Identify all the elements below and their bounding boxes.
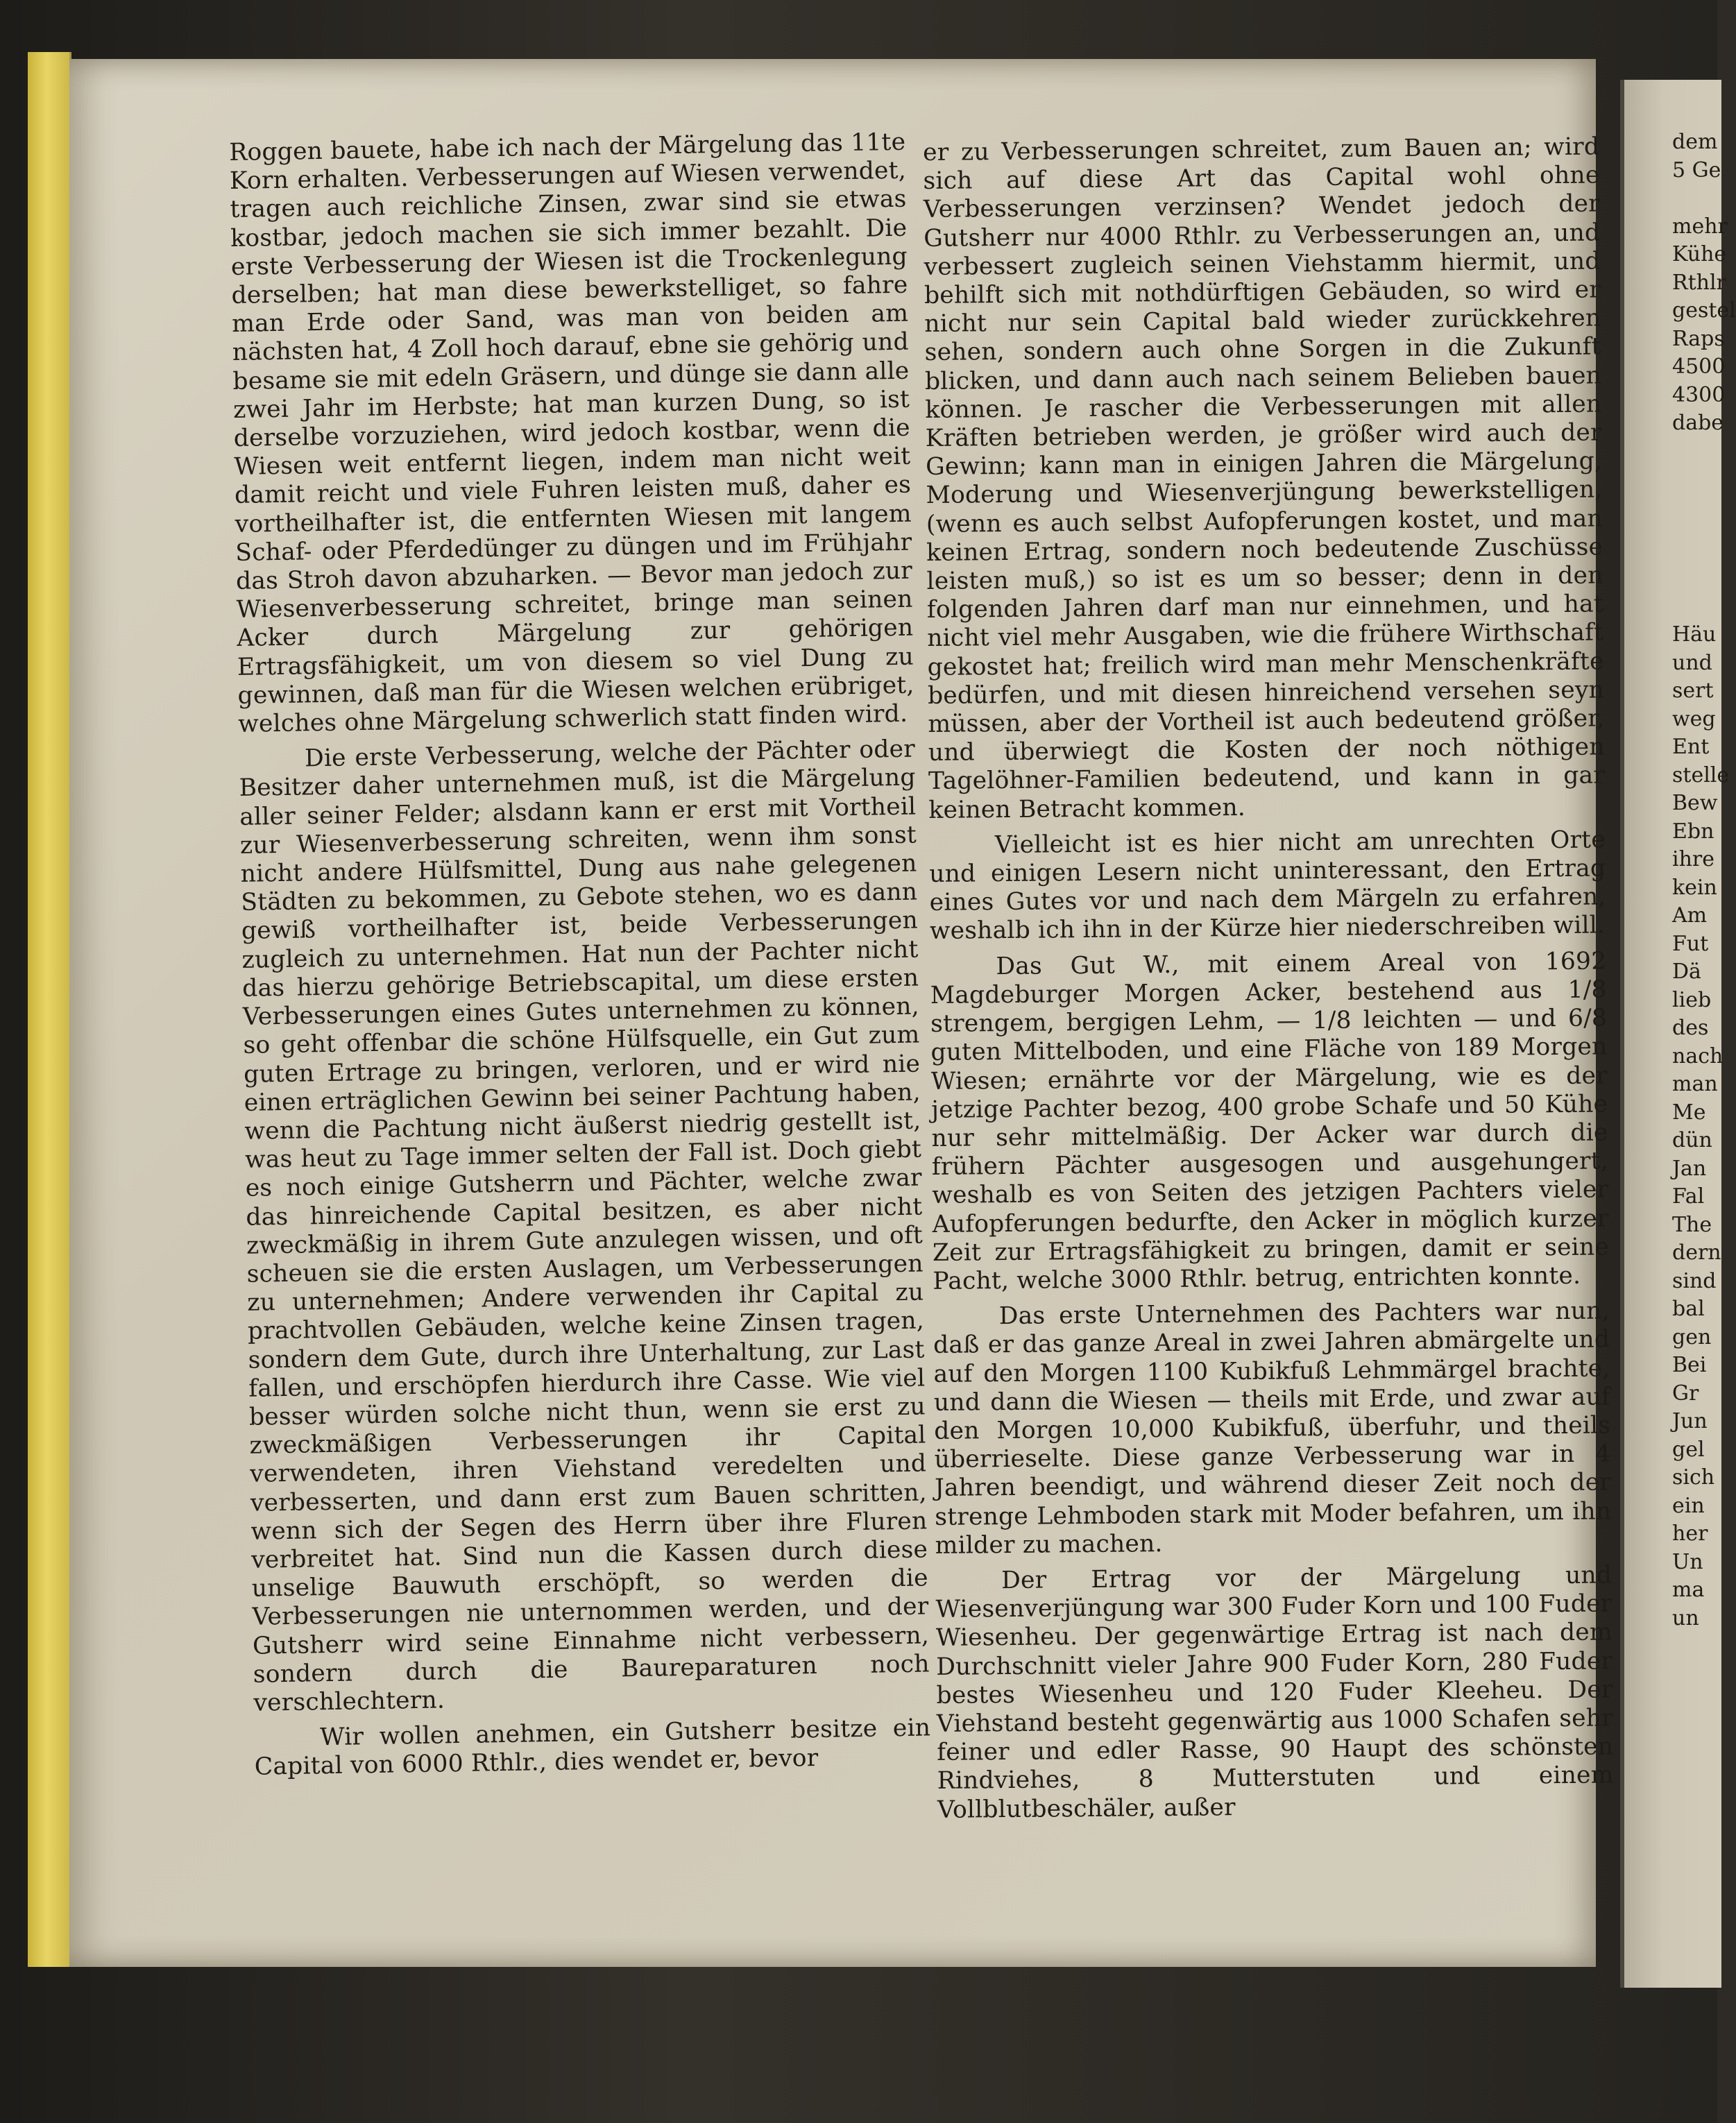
facing-page-fragments-bottom [1672,621,1730,1632]
right-paragraph-5: Der Ertrag vor der Märgelung und Wiesenverjüngung war 300 Fuder Korn und 100 Fuder Wiesenheu. Der gegenwärtige Ertrag ist nach dem Durchschnitt vieler Jahre 900 Fuder Korn, 280 Fuder bestes Wiesenheu und 120 Fuder Kleeheu. Der Viehstand besteht gegenwärtig aus 1000 Schafen sehr feiner und edler Rasse, 90 Haupt des schönsten Rindviehes, 8 Mutterstuten und einem Vollblutbeschäler, außer [935,1561,1614,1824]
fragment-line: und [1672,650,1712,675]
fragment-line: Jan [1672,1156,1707,1181]
fragment-line: gestel [1672,298,1736,323]
fragment-line: gel [1672,1437,1705,1462]
fragment-line: Bew [1672,791,1718,815]
fragment-line: kein [1672,875,1717,900]
facing-page-fragments-top [1672,128,1736,438]
fragment-line: weg [1672,706,1716,731]
left-text-column [229,128,931,1782]
fragment-line [1672,185,1721,213]
fragment-line: Raps [1672,326,1725,351]
gilded-page-edge [28,52,71,1967]
fragment-line: Un [1672,1549,1703,1574]
fragment-line: Fal [1672,1184,1705,1209]
fragment-line: dün [1672,1128,1712,1152]
fragment-line: ein [1672,1493,1705,1518]
fragment-line: man [1672,1072,1718,1096]
fragment-line: 4300 [1672,382,1726,407]
fragment-line: Dä [1672,960,1701,984]
fragment-line: un [1672,1605,1699,1630]
fragment-line: 5 Ge [1672,157,1721,182]
fragment-line: sert [1672,679,1714,703]
fragment-line: bal [1672,1297,1705,1321]
fragment-line: stelle [1672,762,1730,787]
fragment-line: dern [1672,1240,1721,1265]
right-paragraph-3: Das Gut W., mit einem Areal von 1692 Magdeburger Morgen Acker, bestehend aus 1/8 strengem, bergigen Lehm, — 1/8 leichten — und 6/8 guten Mittelboden, und eine Fläche von 189 Morgen Wiesen; ernährte vor der Märgelung, wie es der jetzige Pachter bezog, 400 grobe Schafe und 50 Kühe nur sehr mittelmäßig. Der Acker war durch die frühern Pächter ausgesogen und ausgehungert, weshalb es von Seiten des jetzigen Pachters vieler Aufopferungen bedurfte, den Acker in möglich kurzer Zeit zur Ertragsfähigkeit zu bringen, damit er seine Pacht, welche 3000 Rthlr. betrug, entrichten konnte. [930,947,1610,1295]
fragment-line: des [1672,1016,1709,1040]
fragment-line: sich [1672,1465,1715,1490]
fragment-line: Am [1672,903,1708,928]
fragment-line: Ebn [1672,819,1714,844]
fragment-line: The [1672,1212,1712,1237]
right-text-column [923,133,1614,1824]
right-paragraph-4: Das erste Unternehmen des Pachters war nun, daß er das ganze Areal in zwei Jahren abmärgelte und auf den Morgen 1100 Kubikfuß Lehmmärgel brachte, und dann die Wiesen — theils mit Erde, und zwar auf den Morgen 10,000 Kubikfuß, überfuhr, und theils überrieselte. Diese ganze Verbesserung war in 4 Jahren beendigt, und während dieser Zeit noch der strenge Lehmboden stark mit Moder befahren, um ihn milder zu machen. [933,1297,1612,1560]
fragment-line: Ent [1672,735,1710,759]
fragment-line: gen [1672,1324,1712,1349]
fragment-line: her [1672,1521,1708,1546]
fragment-line: ma [1672,1578,1705,1602]
fragment-line: Bei [1672,1353,1707,1377]
fragment-line: Kühe [1672,242,1727,266]
right-paragraph-1: er zu Verbesserungen schreitet, zum Bauen an; wird sich auf diese Art das Capital wohl ohne Verbesserungen verzinsen? Wendet jedoch der Gutsherr nur 4000 Rthlr. zu Verbesserungen an, und verbessert zugleich seinen Viehstamm hiermit, und behilft sich mit nothdürftigen Gebäuden, so wird er nicht nur sein Capital bald wieder zurückkehren sehen, sondern auch ohne Sorgen in die Zukunft blicken, und dann auch nach seinem Belieben bauen können. Je rascher die Verbesserungen mit allen Kräften betrieben werden, je größer wird auch der Gewinn; kann man in einigen Jahren die Märgelung, Moderung und Wiesenverjüngung bewerkstelligen, (wenn es auch selbst Aufopferungen kostet, und man keinen Ertrag, sondern noch bedeutende Zuschüsse leisten muß,) so ist es um so besser; denn in den folgenden Jahren darf man nur einnehmen, und hat nicht viel mehr Ausgaben, wie die frühere Wirthschaft gekostet hat; freilich wird man mehr Menschenkräfte bedürfen, und mit diesen hinreichend versehen seyn müssen, aber der Vortheil ist auch bedeutend größer, und überwiegt die Kosten der noch nöthigen Tagelöhner-Familien bedeutend, und kann in gar keinen Betracht kommen. [923,133,1606,824]
fragment-line: Häu [1672,622,1717,647]
fragment-line: lieb [1672,987,1712,1012]
fragment-line: nach [1672,1043,1724,1068]
left-paragraph-1: Roggen bauete, habe ich nach der Märgelung das 11te Korn erhalten. Verbesserungen auf Wiesen verwendet, tragen auch reichliche Zinsen, zwar sind sie etwas kostbar, jedoch machen sie sich immer bezahlt. Die erste Verbesserung der Wiesen ist die Trockenlegung derselben; hat man diese bewerkstelliget, so fahre man Erde oder Sand, was man von beiden am nächsten hat, 4 Zoll hoch darauf, ebne sie gehörig und besame sie mit edeln Gräsern, und dünge sie dann alle zwei Jahr im Herbste; hat man kurzen Dung, so ist derselbe vorzuziehen, wird jedoch kostbar, wenn die Wiesen weit entfernt liegen, indem man nicht weit damit reicht und viele Fuhren leisten muß, daher es vortheilhafter ist, die entfernten Wiesen mit langem Schaf- oder Pferdedünger zu düngen und im Frühjahr das Stroh davon abzuharken. — Bevor man jedoch zur Wiesenverbesserung schreitet, bringe man seinen Acker durch Märgelung zur gehörigen Ertragsfähigkeit, um von diesem so viel Dung zu gewinnen, daß man für die Wiesen welchen erübriget, welches ohne Märgelung schwerlich statt finden wird. [229,128,914,738]
fragment-line: mehr [1672,214,1728,239]
fragment-line: Rthlr [1672,270,1726,295]
fragment-line: Me [1672,1100,1706,1125]
fragment-line: sind [1672,1268,1717,1293]
fragment-line: dabe [1672,411,1724,435]
fragment-line: ihre [1672,847,1715,871]
fragment-line: Fut [1672,931,1709,956]
left-paragraph-3: Wir wollen anehmen, ein Gutsherr besitze ein Capital von 6000 Rthlr., dies wendet er, bevor [254,1714,931,1782]
right-paragraph-2: Vielleicht ist es hier nicht am unrechten Orte und einigen Lesern nicht uninteressant, den Ertrag eines Gutes vor und nach dem Märgeln zu erfahren, weshalb ich ihn in der Kürze hier niederschreiben will. [929,826,1606,946]
fragment-line: Jun [1672,1409,1708,1433]
fragment-line: Gr [1672,1381,1699,1406]
left-paragraph-2: Die erste Verbesserung, welche der Pächter oder Besitzer daher unternehmen muß, ist die Märgelung aller seiner Felder; alsdann kann er erst mit Vortheil zur Wiesenverbesserung schreiten, wenn ihm sonst nicht andere Hülfsmittel, Dung aus nahe gelegenen Städten zu bekommen, zu Gebote stehen, wo es dann gewiß vortheilhafter ist, beide Verbesserungen zugleich zu unternehmen. Hat nun der Pachter nicht das hierzu gehörige Betriebscapital, um diese ersten Verbesserungen eines Gutes unternehmen zu können, so geht offenbar die schöne Hülfsquelle, ein Gut zum guten Ertrage zu bringen, verloren, und er wird nie einen erträglichen Gewinn bei seiner Pachtung haben, wenn die Pachtung nicht äußerst niedrig gestellt ist, was heut zu Tage immer selten der Fall ist. Doch giebt es noch einige Gutsherrn und Pächter, welche zwar das hinreichende Capital besitzen, es aber nicht zweckmäßig in ihrem Gute anzulegen wissen, und oft scheuen sie die ersten Auslagen, um Verbesserungen zu unternehmen; Andere verwenden ihr Capital zu prachtvollen Gebäuden, welche keine Zinsen tragen, sondern dem Gute, durch ihre Unterhaltung, zur Last fallen, und erschöpfen hierdurch ihre Casse. Wie viel besser würden solche nicht thun, wenn sie erst zu zweckmäßigen Verbesserungen ihr Capital verwendeten, ihren Viehstand veredelten und verbesserten, und dann erst zum Bauen schritten, wenn sich der Segen des Herrn über ihre Fluren verbreitet hat. Sind nun die Kassen durch diese unselige Bauwuth erschöpft, so werden die Verbesserungen nie unternommen werden, und der Gutsherr wird seine Einnahme nicht verbessern, sondern durch die Baureparaturen noch verschlechtern. [239,735,930,1717]
fragment-line: dem [1672,130,1718,154]
fragment-line: 4500 [1672,355,1726,379]
